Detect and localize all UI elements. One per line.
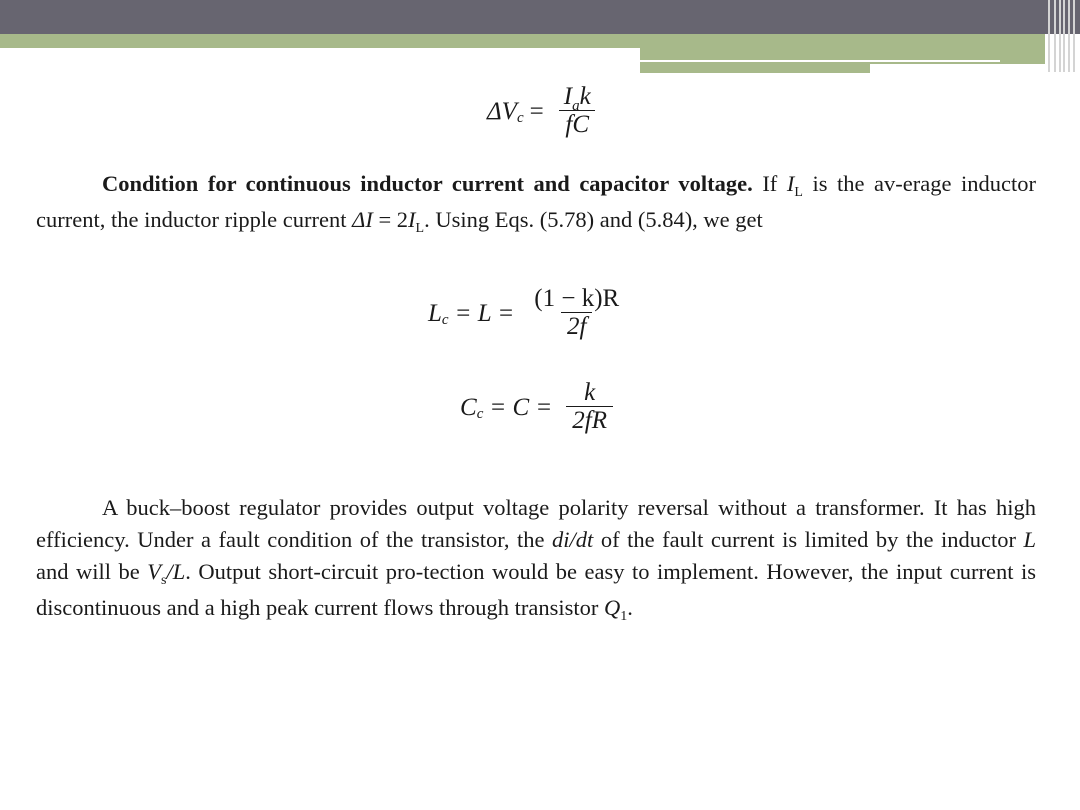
slide-accent-line: [640, 60, 1000, 62]
eq-dvc-lhs: ΔV: [487, 98, 517, 125]
p2-Q-sub: 1: [620, 609, 628, 624]
equation-delta-vc: [487, 84, 597, 140]
p2-text2: of the fault current is limited by the inductor: [593, 527, 1024, 552]
p2-Q: Q: [604, 595, 621, 620]
eq-dvc-fraction: [558, 84, 597, 140]
p1-text1: If: [752, 171, 787, 196]
eq-lc-den: 2f: [561, 312, 592, 342]
slide-corner-decoration: [1046, 0, 1080, 72]
slide-accent-bar: [0, 34, 1045, 48]
p1-text4: . Using Eqs. (5.78) and (5.84), we get: [424, 207, 763, 232]
paragraph-lead: Condition for continuous inductor current and capacitor voltage.: [102, 171, 753, 196]
equation-lc: [428, 286, 625, 342]
p2-L: L: [1023, 527, 1036, 552]
eq-lc-lhs: L: [428, 300, 442, 327]
p1-var2: ΔI: [352, 207, 373, 232]
p2-text3: and will be: [36, 559, 148, 584]
eq-dvc-op: =: [529, 98, 544, 125]
p2-text4: /L: [166, 559, 186, 584]
p1-var3-sub: L: [415, 221, 425, 236]
p2-didt: di/dt: [552, 527, 594, 552]
eq-cc-fraction: [566, 380, 613, 436]
eq-cc-num: k: [584, 379, 596, 406]
eq-cc-mid: = C =: [489, 394, 553, 421]
eq-dvc-num-sub: a: [572, 98, 580, 114]
eq-lc-lhs-sub: c: [441, 311, 449, 328]
eq-lc-mid: = L =: [454, 300, 515, 327]
eq-dvc-lhs-sub: c: [516, 109, 524, 126]
eq-lc-num: (1 − k)R: [534, 285, 620, 312]
eq-lc-fraction: [528, 286, 625, 342]
p2-Vs-sub: s: [160, 573, 167, 588]
equation-cc: [460, 380, 613, 436]
p1-var1: I: [786, 171, 795, 196]
p2-text1: A buck–boost regulator provides output voltage polarity reversal without a transformer. It has high efficiency. Under a fault condition of the transistor, the: [36, 495, 1036, 552]
eq-dvc-num: I: [563, 83, 573, 110]
eq-dvc-num-tail: k: [579, 83, 591, 110]
eq-cc-den: 2fR: [566, 406, 613, 436]
p2-text5: . Output short-circuit pro-tection would be easy to implement. However, the input current is discontinuous and a high peak current flows through transistor: [36, 559, 1036, 620]
eq-cc-lhs: C: [460, 394, 477, 421]
p1-var1-sub: L: [794, 185, 803, 200]
p1-text3: = 2: [372, 207, 409, 232]
p2-Vs: V: [147, 559, 161, 584]
p1-text2: is the av-erage inductor current, the inductor ripple current: [36, 171, 1036, 232]
slide-accent-bar-3: [640, 64, 870, 73]
p2-text6: .: [627, 595, 633, 620]
paragraph-buck-boost: [36, 492, 1036, 628]
eq-dvc-den: fC: [565, 111, 590, 139]
paragraph-condition: [36, 168, 1036, 240]
slide-accent-line-2: [872, 70, 1042, 72]
p1-var3: I: [408, 207, 416, 232]
eq-cc-lhs-sub: c: [476, 405, 484, 422]
slide-top-bar: [0, 0, 1080, 34]
